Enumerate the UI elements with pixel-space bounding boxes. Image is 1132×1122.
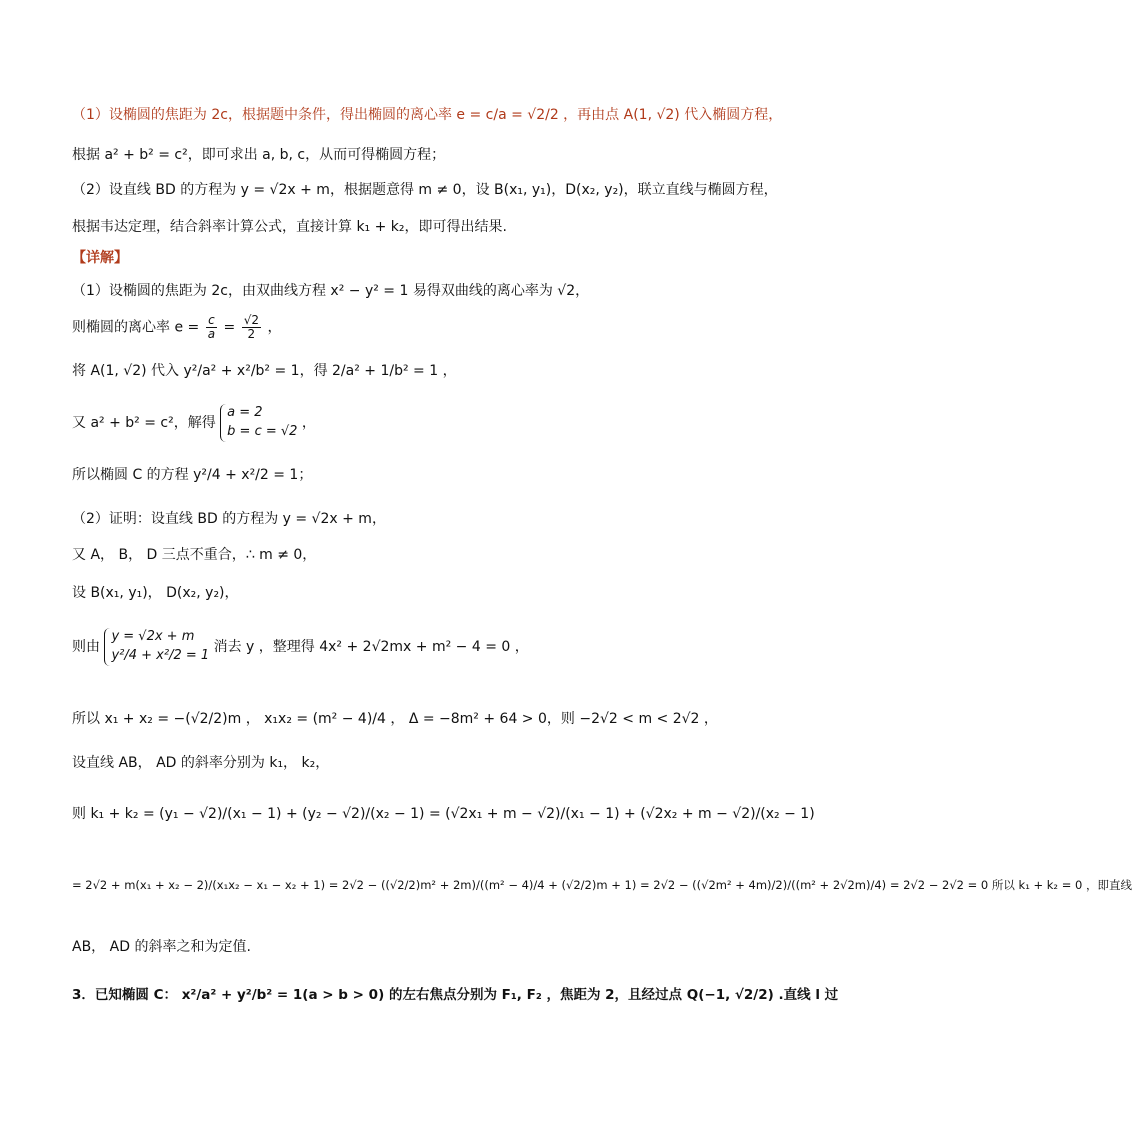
fraction-root2-over-2 bbox=[242, 314, 261, 341]
fraction-numerator: √2 bbox=[243, 313, 259, 327]
equation-system-line-ellipse bbox=[104, 628, 209, 666]
analysis-line-3 bbox=[72, 181, 778, 200]
detail-text-12: 则 k₁ + k₂ = (y₁ − √2)/(x₁ − 1) + (y₂ − √2)/(x₂ − 1) = (√2x₁ + m − √2)/(x₁ − 1) + (√2x₂ + m − √2)/(x₂ − 1) bbox=[72, 806, 815, 822]
detail-text-6: （2）证明：设直线 BD 的方程为 y = √2x + m， bbox=[72, 511, 386, 527]
problem-3-text: 3．已知椭圆 C： x²/a² + y²/b² = 1(a > b > 0) 的左右焦点分别为 F₁, F₂ ，焦距为 2，且经过点 Q(−1, √2/2) .直线 l 过 bbox=[72, 987, 839, 1003]
fraction-denominator: a bbox=[207, 327, 216, 342]
detail-line-13 bbox=[72, 878, 1132, 894]
detail-line-11 bbox=[72, 754, 329, 773]
detail-text-10: 所以 x₁ + x₂ = −(√2/2)m ， x₁x₂ = (m² − 4)/4 ， Δ = −8m² + 64 > 0，则 −2√2 < m < 2√2 ， bbox=[72, 711, 718, 727]
detail-heading bbox=[72, 249, 128, 268]
fraction-numerator: c bbox=[208, 313, 215, 327]
detail-line-3 bbox=[72, 362, 457, 381]
detail-text-13: = 2√2 + m(x₁ + x₂ − 2)/(x₁x₂ − x₁ − x₂ + 1) = 2√2 − ((√2/2)m² + 2m)/((m² − 4)/4 + (√2/2)m + 1) = 2√2 − ((√2m² + 4m)/2)/((m² + 2√2m)/4) = 2√2 − 2√2 = 0 所以 k₁ + k₂ = 0 ，即直线 bbox=[72, 878, 1132, 892]
detail-line-5 bbox=[72, 466, 312, 485]
detail-text-4-post: ， bbox=[301, 414, 316, 431]
detail-heading-text: 【详解】 bbox=[72, 250, 128, 266]
analysis-line-4 bbox=[72, 218, 507, 237]
detail-line-14 bbox=[72, 938, 251, 957]
detail-line-1 bbox=[72, 282, 589, 301]
detail-text-1: （1）设椭圆的焦距为 2c，由双曲线方程 x² − y² = 1 易得双曲线的离心率为 √2， bbox=[72, 283, 590, 299]
detail-text-2-pre: 则椭圆的离心率 e = bbox=[72, 319, 200, 336]
detail-line-7 bbox=[72, 546, 316, 565]
system-row-2: y²/4 + x²/2 = 1 bbox=[111, 647, 210, 663]
analysis-text-1: （1）设椭圆的焦距为 2c，根据题中条件，得出椭圆的离心率 e = c/a = √2/2 ，再由点 A(1, √2) 代入椭圆方程， bbox=[72, 107, 783, 123]
equals-sign: = bbox=[223, 319, 236, 336]
analysis-line-1 bbox=[72, 106, 782, 125]
system-row-1: a = 2 bbox=[227, 405, 263, 420]
detail-text-5: 所以椭圆 C 的方程 y²/4 + x²/2 = 1； bbox=[72, 467, 313, 483]
detail-text-11: 设直线 AB， AD 的斜率分别为 k₁， k₂， bbox=[72, 755, 330, 771]
problem-3-line bbox=[72, 986, 838, 1004]
analysis-line-2 bbox=[72, 146, 445, 165]
analysis-text-4: 根据韦达定理，结合斜率计算公式，直接计算 k₁ + k₂，即可得出结果. bbox=[72, 219, 507, 235]
detail-text-4-pre: 又 a² + b² = c²，解得 bbox=[72, 414, 216, 431]
detail-text-14: AB， AD 的斜率之和为定值. bbox=[72, 939, 251, 955]
system-row-2: b = c = √2 bbox=[227, 423, 298, 439]
detail-line-4 bbox=[72, 404, 316, 442]
detail-text-3: 将 A(1, √2) 代入 y²/a² + x²/b² = 1，得 2/a² + 1/b² = 1 ， bbox=[72, 363, 457, 379]
analysis-text-2: 根据 a² + b² = c²，即可求出 a, b, c，从而可得椭圆方程； bbox=[72, 147, 446, 163]
detail-line-6 bbox=[72, 510, 386, 529]
detail-line-9 bbox=[72, 628, 529, 666]
fraction-c-over-a bbox=[206, 314, 217, 341]
detail-text-9-post: 消去 y ，整理得 4x² + 2√2mx + m² − 4 = 0 ， bbox=[213, 638, 529, 655]
detail-text-2-post: ， bbox=[267, 319, 282, 336]
fraction-denominator: 2 bbox=[247, 327, 256, 342]
detail-text-8: 设 B(x₁, y₁)， D(x₂, y₂)， bbox=[72, 585, 239, 601]
analysis-text-3: （2）设直线 BD 的方程为 y = √2x + m，根据题意得 m ≠ 0，设 B(x₁, y₁)，D(x₂, y₂)，联立直线与椭圆方程， bbox=[72, 182, 778, 198]
system-row-1: y = √2x + m bbox=[111, 629, 195, 644]
detail-line-12 bbox=[72, 805, 815, 824]
detail-text-7: 又 A， B， D 三点不重合，∴ m ≠ 0， bbox=[72, 547, 317, 563]
equation-system-solution bbox=[220, 404, 297, 442]
detail-text-9-pre: 则由 bbox=[72, 638, 100, 655]
detail-line-10 bbox=[72, 710, 718, 729]
detail-line-2 bbox=[72, 314, 281, 341]
detail-line-8 bbox=[72, 584, 239, 603]
